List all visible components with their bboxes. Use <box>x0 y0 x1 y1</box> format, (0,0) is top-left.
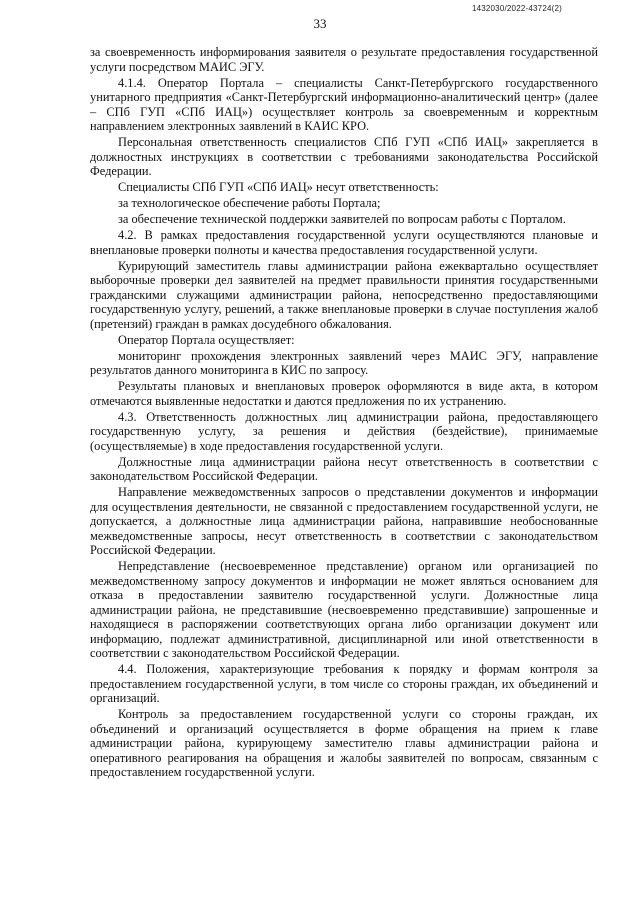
paragraph: Курирующий заместитель главы администрации района ежеквартально осуществляет выборочные проверки дел заявителей на предмет правильности принятия государственными гражданскими служащими администрации района, непосредственно предоставляющими государственную услугу, решений, а также внеплановые проверки в случае поступления жалоб (претензий) граждан в рамках досудебного обжалования. <box>90 258 598 331</box>
paragraph: 4.3. Ответственность должностных лиц администрации района, предоставляющего государственную услугу, за решения и действия (бездействие), принимаемые (осуществляемые) в ходе предоставления государственной услуги. <box>90 409 598 453</box>
page-number: 33 <box>313 16 327 31</box>
paragraph: Оператор Портала осуществляет: <box>118 332 295 347</box>
paragraph: мониторинг прохождения электронных заявлений через МАИС ЭГУ, направление результатов данного мониторинга в КИС по запросу. <box>90 348 598 377</box>
paragraph: Направление межведомственных запросов о представлении документов и информации для осуществления деятельности, не связанной с предоставлением государственной услуги, не допускается, а должностные лица администрации района, направившие необоснованные межведомственные запросы, несут ответственность в соответствии с законодательством Российской Федерации. <box>90 485 598 557</box>
paragraph: Специалисты СПб ГУП «СПб ИАЦ» несут ответственность: <box>118 180 439 194</box>
paragraph: Персональная ответственность специалистов СПб ГУП «СПб ИАЦ» закрепляется в должностных инструкциях в соответствии с требованиями законодательства Российской Федерации. <box>90 135 598 178</box>
paragraph: за обеспечение технической поддержки заявителей по вопросам работы с Порталом. <box>118 212 566 226</box>
paragraph: Контроль за предоставлением государственной услуги со стороны граждан, их объединений и организаций осуществляется в форме обращения на прием к главе администрации района, курирующему заместителю главы администрации района и оперативного реагирования на обращения и жалобы заявителей по вопросам, связанным с предоставлением государственной услуги. <box>90 707 598 779</box>
paragraph: 4.4. Положения, характеризующие требования к порядку и формам контроля за предоставлением государственной услуги, в том числе со стороны граждан, их объединений и организаций. <box>90 662 598 705</box>
paragraph: 4.1.4. Оператор Портала – специалисты Санкт-Петербургского государственного унитарного предприятия «Санкт-Петербургский информационно-аналитический центр» (далее – СПб ГУП «СПб ИАЦ») осуществляет контроль за своевременным и корректным направлением электронных заявлений в КАИС КРО. <box>90 75 598 133</box>
paragraph: за своевременность информирования заявителя о результате предоставления государственной услуги посредством МАИС ЭГУ. <box>90 45 598 74</box>
paragraph: Непредставление (несвоевременное представление) органом или организацией по межведомственному запросу документов и информации не может являться основанием для отказа в предоставлении заявителю государственной услуги. Должностные лица администрации района, не представившие (несвоевременно представившие) запрошенные и находящиеся в распоряжении соответствующих органа либо организации документ или информацию, подлежат административной, дисциплинарной или иной ответственности в соответствии с законодательством Российской Федерации. <box>90 559 598 660</box>
paragraph: Должностные лица администрации района несут ответственность в соответствии с законодательством Российской Федерации. <box>90 454 598 483</box>
document-id: 1432030/2022-43724(2) <box>471 4 562 13</box>
document-body <box>90 45 598 781</box>
paragraph: Результаты плановых и внеплановых проверок оформляются в виде акта, в котором отмечаются выявленные недостатки и даются предложения по их устранению. <box>90 379 598 408</box>
paragraph: за технологическое обеспечение работы Портала; <box>118 196 381 210</box>
paragraph: 4.2. В рамках предоставления государственной услуги осуществляются плановые и внеплановые проверки полноты и качества предоставления государственной услуги. <box>90 228 598 257</box>
